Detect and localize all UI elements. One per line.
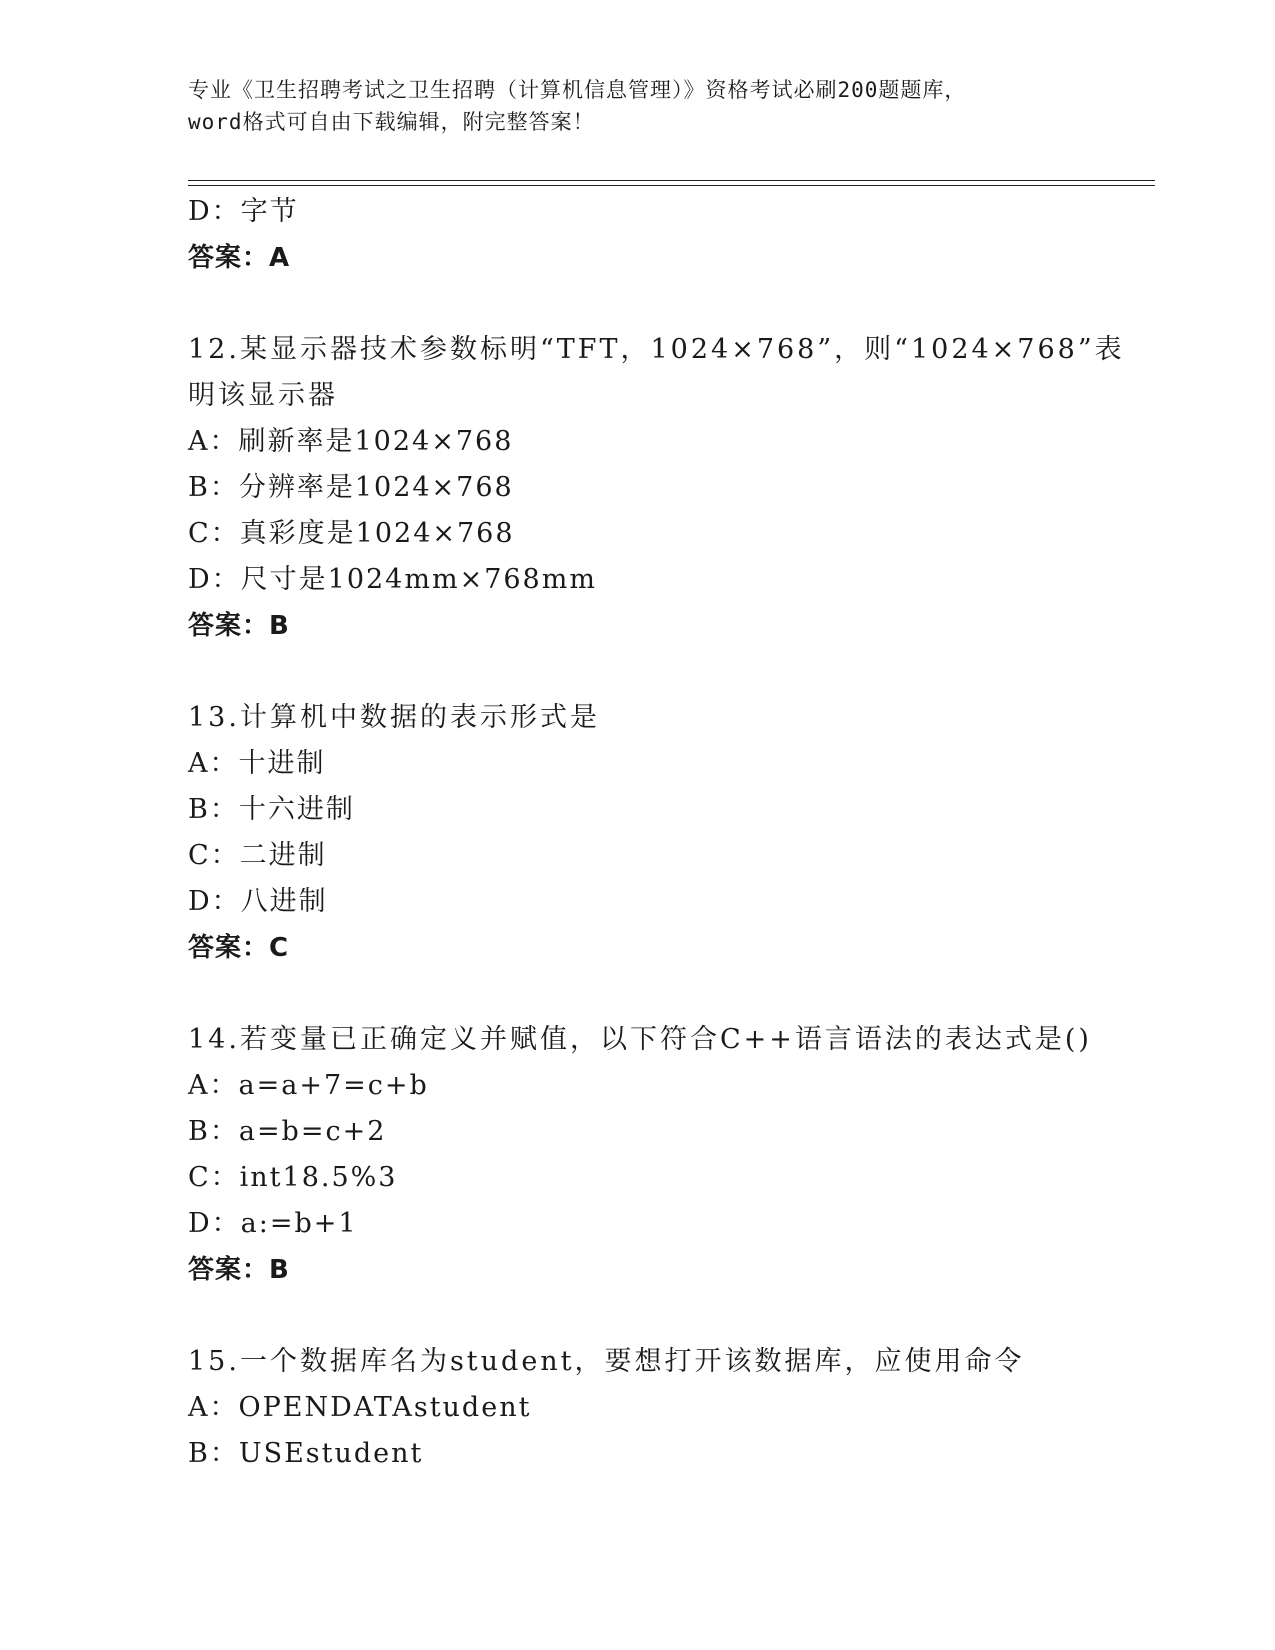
document-header [188,74,1088,138]
option-b: B：a=b=c+2 [188,1116,387,1147]
question-block-12 [188,327,1125,649]
option-b: B：十六进制 [188,794,355,825]
option-b: B：USEstudent [188,1438,424,1469]
question-block-13 [188,695,1088,971]
question-block-15 [188,1339,1088,1477]
option-a: A：a=a+7=c+b [188,1070,429,1101]
answer-line: 答案：A [188,243,291,273]
option-c: C：二进制 [188,840,327,871]
option-a: A：刷新率是1024×768 [188,426,514,457]
answer-line: 答案：C [188,933,290,963]
option-c: C：真彩度是1024×768 [188,518,515,549]
spacer [188,281,1088,327]
option-b: B：分辨率是1024×768 [188,472,514,503]
option-a: A：OPENDATAstudent [188,1392,532,1423]
question-text: 12.某显示器技术参数标明“TFT，1024×768”，则“1024×768”表 [188,334,1125,365]
spacer [188,1293,1088,1339]
question-list [188,189,1125,1477]
question-text-continued: 明该显示器 [188,380,338,411]
option-d: D：尺寸是1024mm×768mm [188,564,597,595]
option-d: D：字节 [188,196,299,227]
question-block-11 [188,189,1088,281]
question-text: 13.计算机中数据的表示形式是 [188,702,600,733]
question-text: 14.若变量已正确定义并赋值，以下符合C++语言语法的表达式是() [188,1024,1092,1055]
spacer [188,971,1088,1017]
answer-line: 答案：B [188,611,290,641]
header-divider-top [188,180,1155,181]
question-text: 15.一个数据库名为student，要想打开该数据库，应使用命令 [188,1346,1025,1377]
question-block-14 [188,1017,1092,1293]
header-title-line-1: 专业《卫生招聘考试之卫生招聘（计算机信息管理）》资格考试必刷200题题库， [188,78,967,102]
answer-line: 答案：B [188,1255,290,1285]
header-title-line-2: word格式可自由下载编辑，附完整答案！ [188,110,595,134]
option-a: A：十进制 [188,748,326,779]
header-divider-bottom [188,185,1155,186]
option-d: D：a:=b+1 [188,1208,358,1239]
option-c: C：int18.5%3 [188,1162,398,1193]
option-d: D：八进制 [188,886,328,917]
spacer [188,649,1088,695]
